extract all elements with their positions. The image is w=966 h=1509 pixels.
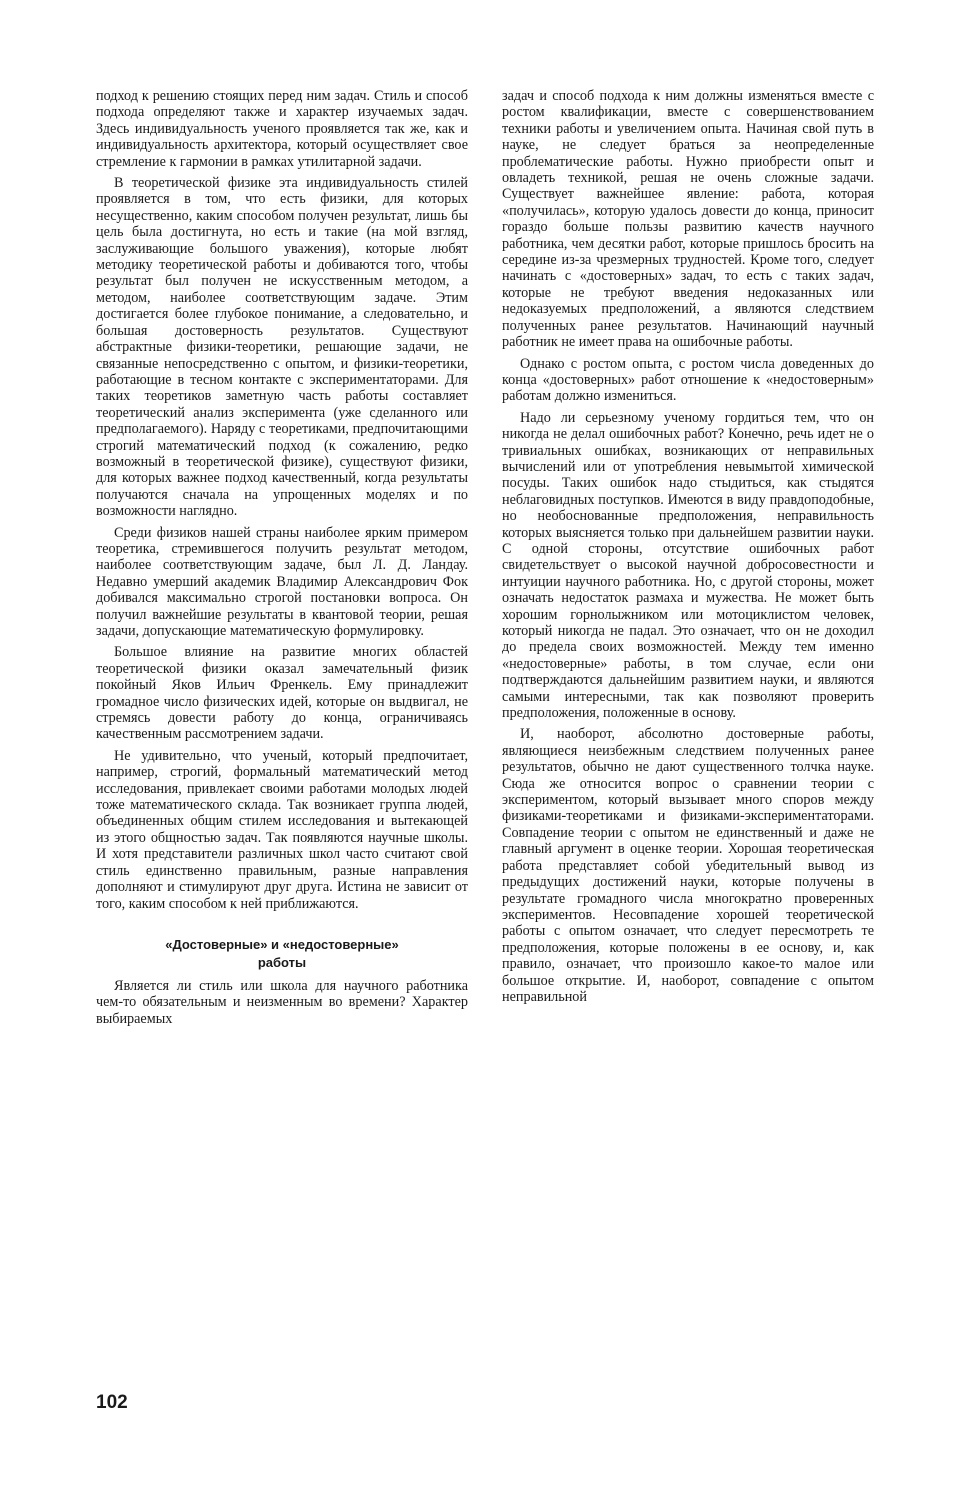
paragraph: Надо ли серьезному ученому гордиться тем, что он никогда не делал ошибочных работ? Конечно, речь идет не о тривиальных ошибках, возникающих от неправильных вычислений или от употребления невымытой химической посуды. Таких ошибок надо стыдиться, как стыдятся неблаговидных поступков. Имеются в виду правдоподобные, но необоснованные предположения, неправильность которых выясняется только при дальнейшем развитии науки. С одной стороны, отсутствие ошибочных работ свидетельствует о высокой научной добросовестности и интуиции научного работника. Но, с другой стороны, может означать недостаток размаха и мужества. Не может быть хорошим горнолыжником или мотоциклистом человек, который никогда не падал. Это означает, что он не доходил до предела своих возможностей. Между тем именно «недостоверные» работы, в том случае, если они подтверждаются дальнейшим развитием науки, и являются самыми интересными, так как позволяют проверить предположения, положенные в основу. [502, 409, 874, 722]
paragraph: Большое влияние на развитие многих областей теоретической физики оказал замечательный физик покойный Яков Ильич Френкель. Ему принадлежит громадное число физических идей, которые он выдвигал, не стремясь довести работу до конца, ограничиваясь качественным рассмотрением задачи. [96, 644, 468, 743]
page-number: 102 [96, 1392, 128, 1413]
paragraph: В теоретической физике эта индивидуальность стилей проявляется в том, что есть физики, для которых несущественно, каким способом получен результат, лишь бы цель была достигнута, но есть и такие (на мой взгляд, заслуживающие большого уважения), которые любят методику теоретической работы и добиваются того, чтобы результат был получен не искусственным методом, а методом, наиболее соответствующим задаче. Этим достигается более глубокое понимание, а следовательно, и большая достоверность результатов. Существуют абстрактные физики-теоретики, решающие задачи, не связанные непосредственно с опытом, и физики-теоретики, работающие в тесном контакте с экспериментаторами. Для таких теоретиков заметную часть работы составляет теоретический анализ эксперимента (уже сделанного или предполагаемого). Наряду с теоретиками, предпочитающими строгий математический подход (к сожалению, редко возможный в теоретической физике), существуют физики, для которых важнее подход качественный, когда результаты получаются сначала на упрощенных моделях и по возможности наглядно. [96, 175, 468, 520]
section-heading-line-1: «Достоверные» и «недостоверные» [165, 936, 399, 952]
left-text-column [96, 88, 468, 1032]
paragraph: Не удивительно, что ученый, который предпочитает, например, строгий, формальный математический метод исследования, привлекает своими работами молодых людей тоже математического склада. Так возникает группа людей, объединенных общим стилем исследования и вытекающей из этого общностью задач. Так появляются научные школы. И хотя представители различных школ часто считают свой стиль единственно правильным, разные направления дополняют и стимулируют друг друга. Истина не зависит от того, каким способом к ней приближаются. [96, 747, 468, 912]
paragraph: И, наоборот, абсолютно достоверные работы, являющиеся неизбежным следствием полученных ранее результатов, обычно не дают существенного толчка науке. Сюда же относится вопрос о сравнении теории с экспериментом, который вызывает много споров между физиками-теоретиками и физиками-экспериментаторами. Совпадение теории с опытом не единственный и даже не главный аргумент в оценке теории. Хорошая теоретическая работа представляет собой убедительный вывод из предыдущих достижений науки, которые получены в результате громадного числа многократно проверенных экспериментов. Несовпадение хорошей теоретической работы с опытом означает, что следует пересмотреть те предположения, которые положены в ее основу, и, как правило, означает, что произошло какое-то малое или большое открытие. И, наоборот, совпадение с опытом неправильной [502, 726, 874, 1005]
right-text-column [502, 88, 874, 1010]
section-heading [96, 936, 468, 972]
paragraph: Однако с ростом опыта, с ростом числа доведенных до конца «достоверных» работ отношение к «недостоверным» работам должно измениться. [502, 355, 874, 405]
paragraph: Среди физиков нашей страны наиболее ярким примером теоретика, стремившегося получить результат методом, наиболее соответствующим задаче, был Л. Д. Ландау. Недавно умерший академик Владимир Александрович Фок добивался максимально строгой постановки вопроса. Он получил важнейшие результаты в квантовой теории, решая задачи, допускающие математическую формулировку. [96, 524, 468, 639]
section-heading-line-2: работы [257, 954, 307, 970]
paragraph: задач и способ подхода к ним должны изменяться вместе с ростом квалификации, вместе с совершенствованием техники работы и увеличением опыта. Начиная свой путь в науке, не следует браться за неопределенные проблематические работы. Нужно приобрести опыт и овладеть техникой, решая не очень сложные задачи. Существует важнейшее явление: работа, которая «получилась», которую удалось довести до конца, приносит гораздо больше пользы развитию качеств научного работника, чем десятки работ, которые пришлось бросить на середине из-за чрезмерных трудностей. Кроме того, следует начинать с «достоверных» задач, то есть с таких задач, которые не требуют введения недоказанных или недоказуемых предположений, а являются следствием полученных ранее результатов. Начинающий научный работник не имеет права на ошибочные работы. [502, 88, 874, 351]
paragraph: подход к решению стоящих перед ним задач. Стиль и способ подхода определяют также и характер изучаемых задач. Здесь индивидуальность ученого проявляется так же, как и индивидуальность архитектора, который осуществляет свое стремление к гармонии в рамках утилитарной задачи. [96, 88, 468, 170]
paragraph: Является ли стиль или школа для научного работника чем-то обязательным и неизменным во времени? Характер выбираемых [96, 977, 468, 1027]
